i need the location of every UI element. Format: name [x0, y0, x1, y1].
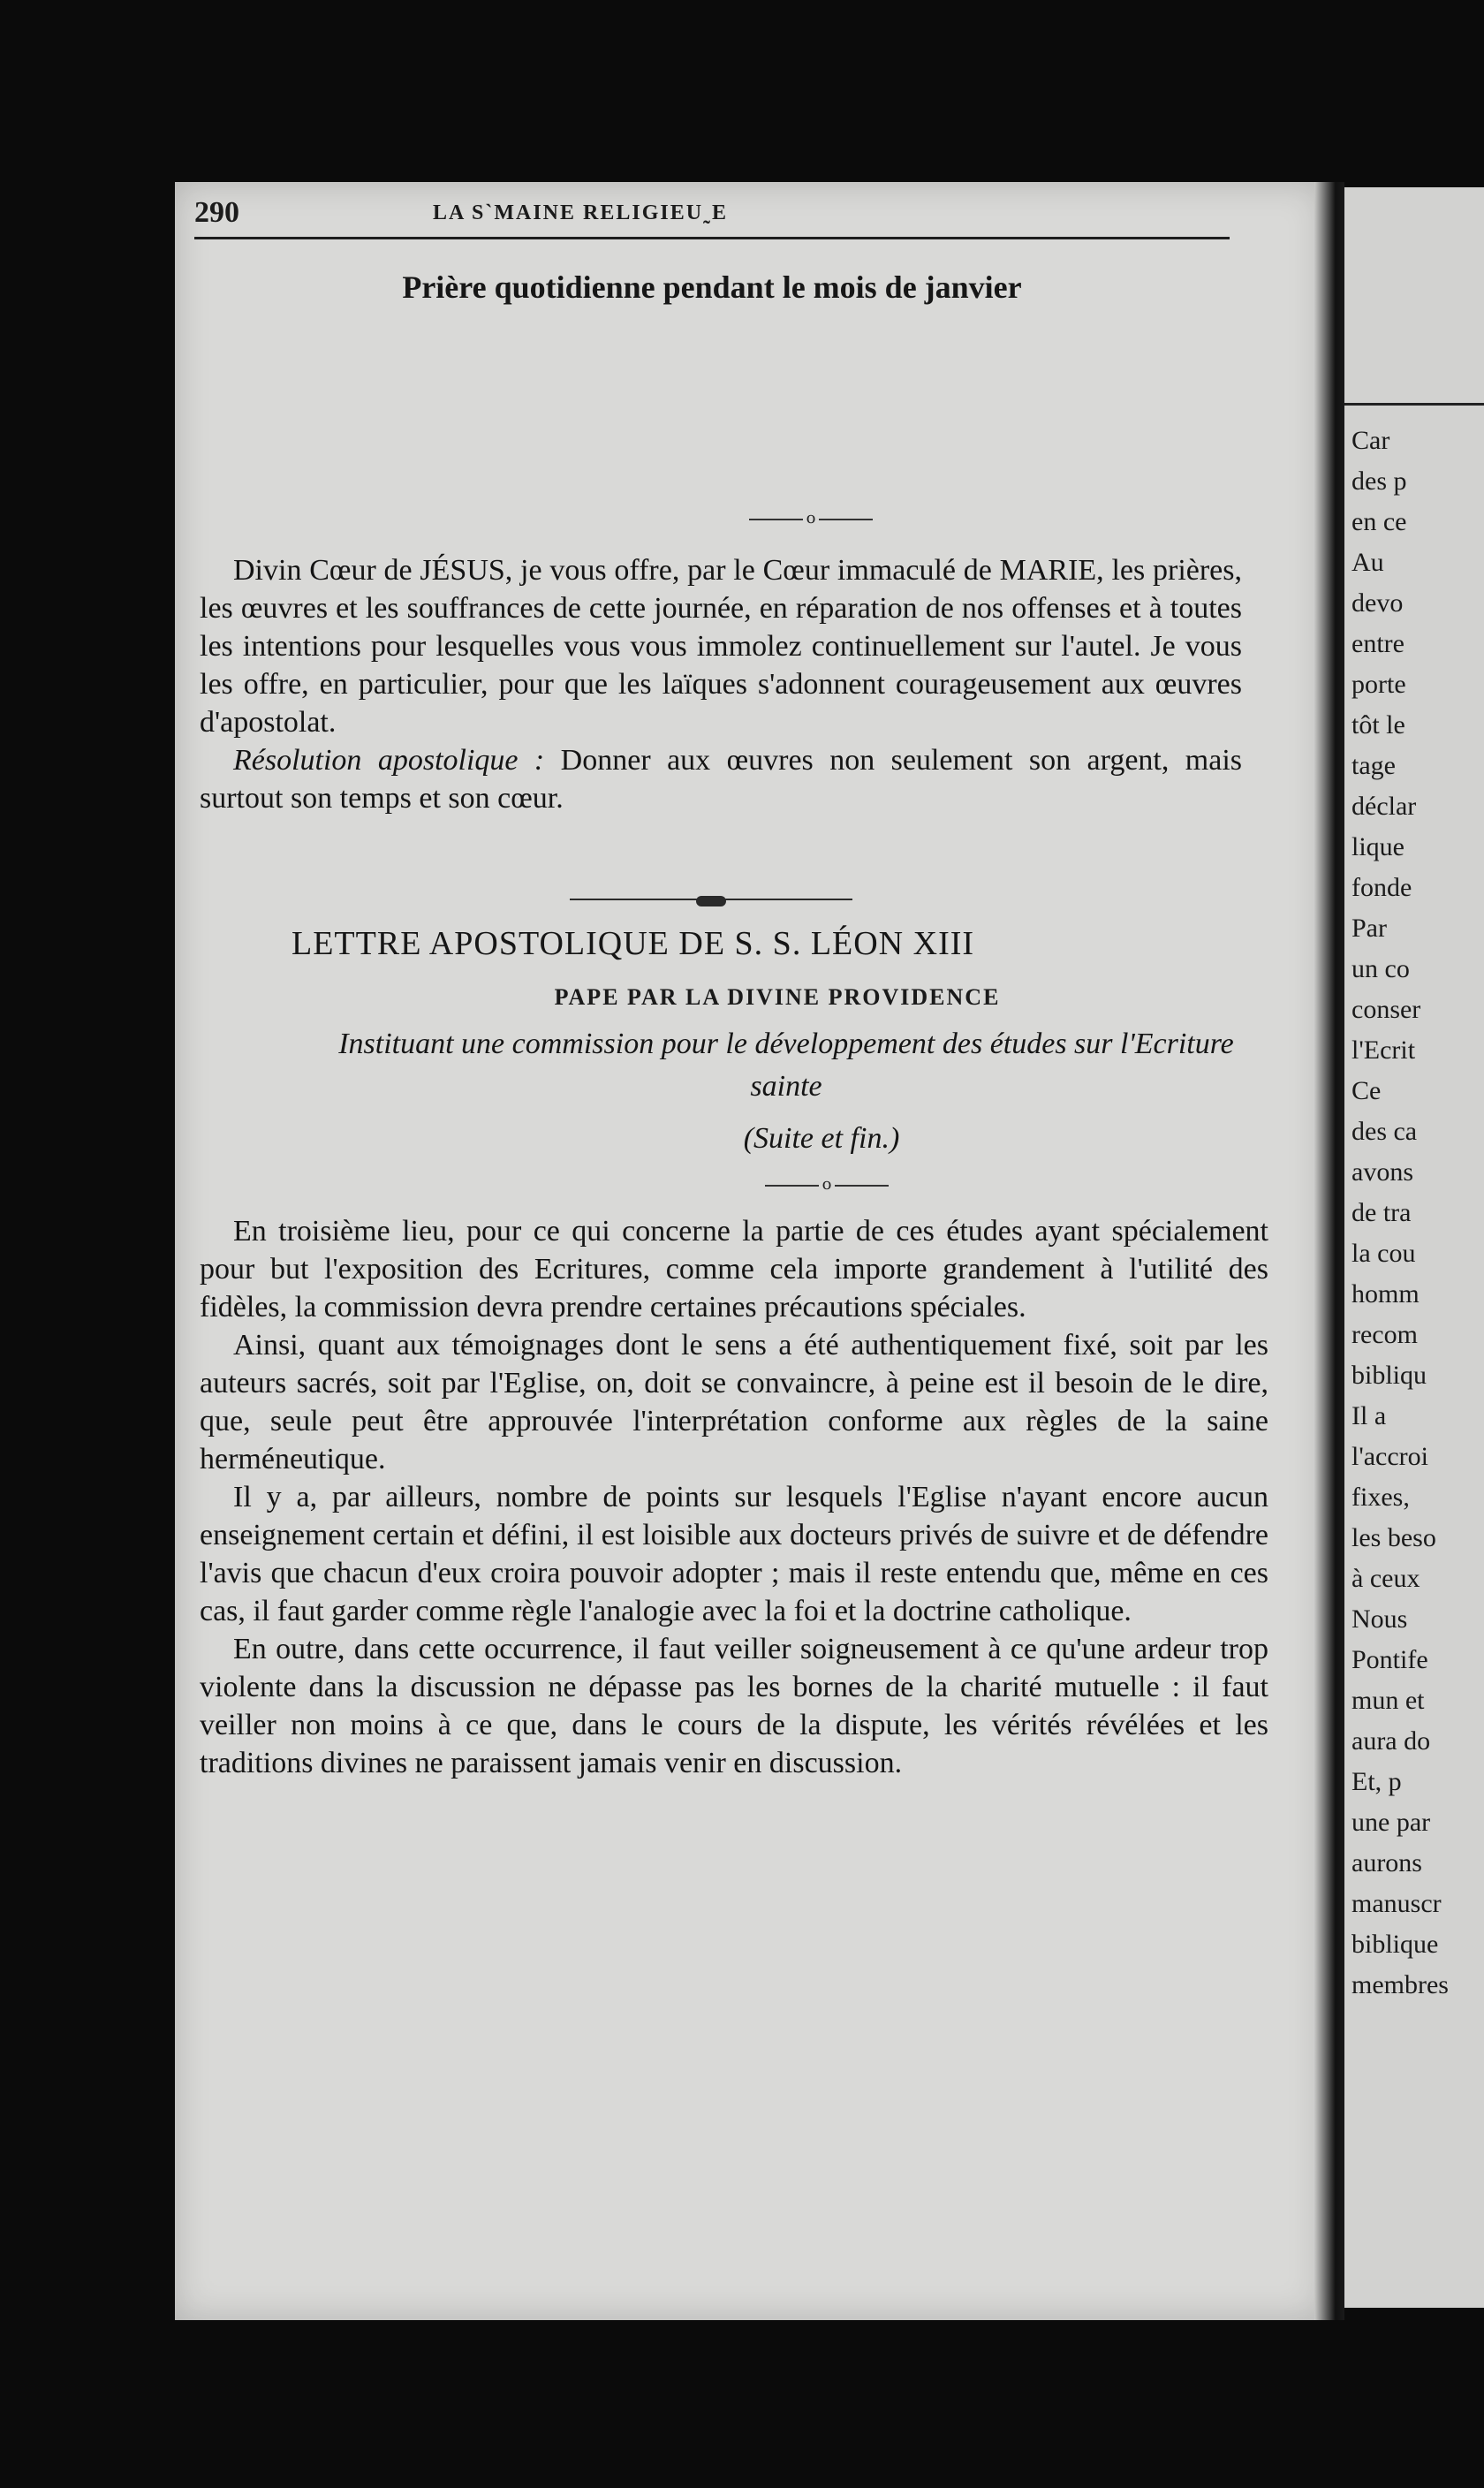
facing-page-line: mun et — [1352, 1686, 1425, 1715]
letter-instituting-line: Instituant une commission pour le développement des études sur l'Ecriture sainte — [338, 1028, 1234, 1103]
prayer-title: Prière quotidienne pendant le mois de janvier — [402, 269, 1022, 305]
page-number: 290 — [194, 196, 239, 229]
letter-paragraph-2: Ainsi, quant aux témoignages dont le sens a été authentiquement fixé, soit par les auteurs sacrés, soit par l'Eglise, on, doit se convaincre, à peine est il besoin de le dire, que, seule peut être approuvée l'interprétation conforme aux règles de la saine herméneutique. — [200, 1329, 1268, 1475]
letter-title: LETTRE APOSTOLIQUE DE S. S. LÉON XIII — [292, 925, 975, 962]
facing-page-line: la cou — [1352, 1239, 1416, 1268]
letter-separator: o — [765, 1175, 889, 1196]
facing-page-line: membres — [1352, 1970, 1449, 1999]
facing-page-line: entre — [1352, 629, 1404, 658]
facing-page-line: tage — [1352, 751, 1396, 780]
facing-page-line: Pontife — [1352, 1645, 1428, 1674]
facing-page-line: Et, p — [1352, 1767, 1402, 1796]
journal-title: LA SˋMAINE RELIGIEU˷E — [433, 201, 729, 224]
facing-page-line: bibliqu — [1352, 1361, 1427, 1390]
facing-page-line: porte — [1352, 670, 1406, 699]
facing-page-line: en ce — [1352, 507, 1407, 536]
header-rule — [194, 237, 1230, 239]
letter-suite: (Suite et fin.) — [743, 1122, 900, 1155]
facing-page-line: aura do — [1352, 1726, 1431, 1756]
facing-page-line: homm — [1352, 1279, 1420, 1308]
facing-page-line: une par — [1352, 1808, 1431, 1837]
facing-page-header-rule — [1344, 403, 1484, 406]
facing-page-line: déclar — [1352, 792, 1417, 821]
letter-subtitle: PAPE PAR LA DIVINE PROVIDENCE — [554, 984, 1001, 1010]
letter-paragraph-1: En troisième lieu, pour ce qui concerne la partie de ces études ayant spécialement pour but l'exposition des Ecritures, comme cela importe grandement à l'utilité des fidèles, la commission devra prendre certaines précautions spéciales. — [200, 1215, 1268, 1324]
facing-page-line: biblique — [1352, 1930, 1439, 1959]
facing-page-line: tôt le — [1352, 710, 1405, 740]
running-head — [194, 196, 1230, 231]
facing-page-line: de tra — [1352, 1198, 1412, 1227]
facing-page-line: Par — [1352, 914, 1387, 943]
letter-paragraph-3: Il y a, par ailleurs, nombre de points sur lesquels l'Eglise n'ayant encore aucun enseignement certain et défini, il est loisible aux docteurs privés de suivre et de défendre l'avis que chacun d'eux croira pouvoir adopter ; mais il reste entendu que, même en ces cas, il faut garder comme règle l'analogie avec la foi et la doctrine catholique. — [200, 1481, 1268, 1627]
letter-paragraph-4: En outre, dans cette occurrence, il faut veiller soigneusement à ce qu'une ardeur trop violente dans la discussion ne dépasse pas les bornes de la charité mutuelle : il faut veiller non moins à ce que, dans le cours de la dispute, les vérités révélées et les traditions divines ne paraissent jamais venir en discussion. — [200, 1633, 1268, 1779]
facing-page-line: des ca — [1352, 1117, 1418, 1146]
facing-page-line: avons — [1352, 1157, 1413, 1187]
book-gutter — [1314, 182, 1344, 2320]
prayer-paragraph: Divin Cœur de JÉSUS, je vous offre, par le Cœur immaculé de MARIE, les prières, les œuvres et les souffrances de cette journée, en réparation de nos offenses et à toutes les intentions pour lesquelles vous vous immolez continuellement sur l'autel. Je vous les offre, en particulier, pour que les laïques s'adonnent courageusement aux œuvres d'apostolat. — [200, 554, 1242, 739]
letter-body — [200, 1212, 1268, 1782]
facing-page-line: conser — [1352, 995, 1421, 1024]
section-ornament — [570, 891, 852, 908]
resolution-label: Résolution apostolique : — [233, 744, 545, 777]
facing-page-line: à ceux — [1352, 1564, 1420, 1593]
facing-page-line: l'accroi — [1352, 1442, 1429, 1471]
facing-page-line: Ce — [1352, 1076, 1382, 1105]
facing-page-line: les beso — [1352, 1523, 1436, 1552]
facing-page-line: manuscr — [1352, 1889, 1442, 1918]
facing-page-line: fixes, — [1352, 1483, 1410, 1512]
facing-page-text — [1352, 421, 1484, 2006]
prayer-separator: o — [749, 509, 873, 530]
resolution-text: Donner aux œuvres non seulement son argent, mais surtout son temps et son cœur. — [200, 744, 1242, 815]
facing-page-line: lique — [1352, 832, 1404, 861]
facing-page-line: recom — [1352, 1320, 1418, 1349]
facing-page-line: un co — [1352, 954, 1410, 983]
facing-page-line: Car — [1352, 426, 1390, 455]
facing-page — [1344, 187, 1484, 2308]
facing-page-line: devo — [1352, 588, 1404, 618]
resolution-paragraph — [200, 741, 1242, 817]
facing-page-line: fonde — [1352, 873, 1412, 902]
facing-page-line: l'Ecrit — [1352, 1035, 1416, 1065]
facing-page-line: des p — [1352, 466, 1407, 496]
facing-page-line: Au — [1352, 548, 1384, 577]
prayer-body — [200, 551, 1242, 817]
facing-page-line: Nous — [1352, 1604, 1408, 1634]
facing-page-line: aurons — [1352, 1848, 1422, 1877]
facing-page-line: Il a — [1352, 1401, 1387, 1430]
